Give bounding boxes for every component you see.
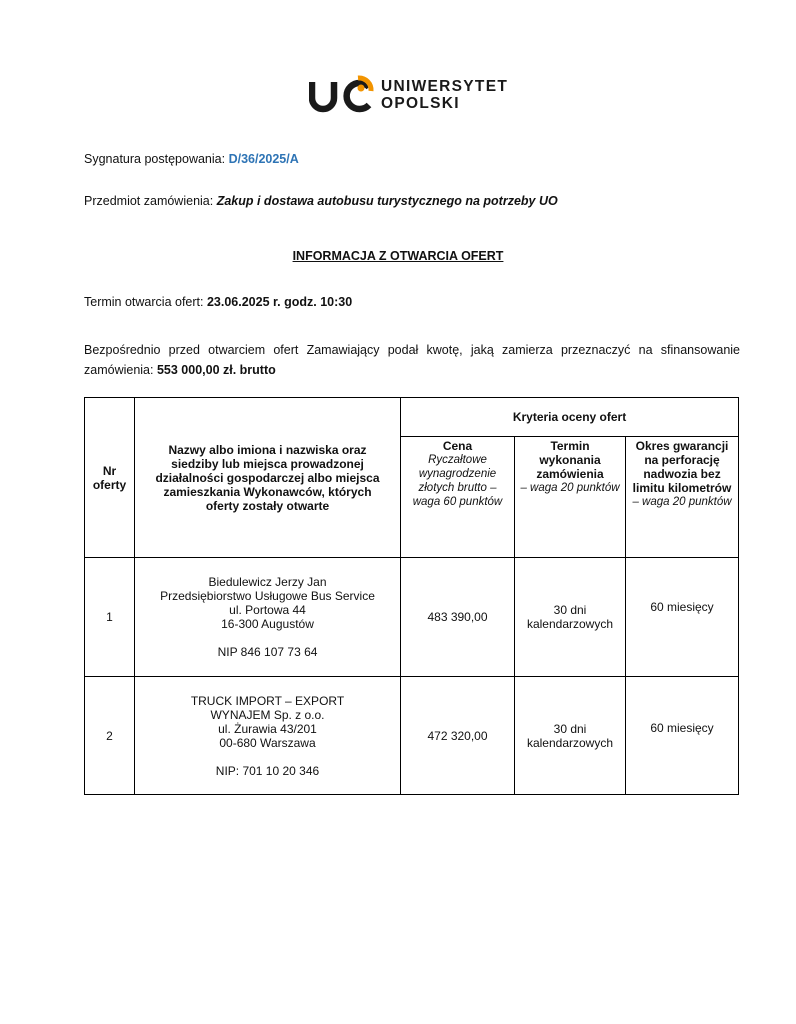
criterion-warranty: Okres gwarancji na perforację nadwozia bez limitu kilometrów – waga 20 punktów: [626, 437, 739, 558]
budget-amount: 553 000,00 zł. brutto: [156, 363, 276, 377]
logo-text: [381, 78, 508, 112]
offer-term: 30 dni kalendarzowych: [515, 677, 626, 795]
uo-logo-mark-icon: [309, 74, 377, 114]
opening-label: Termin otwarcia ofert:: [84, 295, 204, 309]
header-contractor: Nazwy albo imiona i nazwiska oraz siedziby lub miejsca prowadzonej działalności gospodarczej albo miejsca zamieszkania Wykonawców, których oferty zostały otwarte: [135, 398, 401, 558]
budget-text: Bezpośrednio przed otwarciem ofert Zamawiający podał kwotę, jaką zamierza przeznaczyć na sfinansowanie zamówienia:: [84, 343, 740, 377]
budget-paragraph: [84, 340, 740, 380]
offer-nr: 1: [85, 558, 135, 677]
logo-line-2: OPOLSKI: [381, 95, 460, 112]
offer-term: 30 dni kalendarzowych: [515, 558, 626, 677]
offer-price: 472 320,00: [401, 677, 515, 795]
signature-label: Sygnatura postępowania:: [84, 152, 226, 166]
criterion-term: Termin wykonania zamówienia – waga 20 punktów: [515, 437, 626, 558]
offer-contractor: TRUCK IMPORT – EXPORT WYNAJEM Sp. z o.o. ul. Żurawia 43/201 00-680 Warszawa NIP: 701 10 20 346: [135, 677, 401, 795]
table-row: [85, 677, 739, 795]
table-header-row: [85, 398, 739, 437]
subject-value: Zakup i dostawa autobusu turystycznego na potrzeby UO: [216, 194, 558, 208]
header-nr: Nr oferty: [85, 398, 135, 558]
offer-warranty: 60 miesięcy: [626, 677, 739, 795]
offer-warranty: 60 miesięcy: [626, 558, 739, 677]
subject-label: Przedmiot zamówienia:: [84, 194, 214, 208]
document-heading: INFORMACJA Z OTWARCIA OFERT: [292, 249, 504, 263]
subject-line: [84, 193, 558, 209]
signature-value: D/36/2025/A: [228, 152, 299, 166]
university-logo: [309, 74, 514, 114]
offers-table: [84, 397, 739, 795]
offer-nr: 2: [85, 677, 135, 795]
header-criteria: Kryteria oceny ofert: [401, 398, 739, 437]
table-row: [85, 558, 739, 677]
offer-contractor: Biedulewicz Jerzy Jan Przedsiębiorstwo Usługowe Bus Service ul. Portowa 44 16-300 Augustów NIP 846 107 73 64: [135, 558, 401, 677]
opening-line: [84, 294, 352, 310]
criterion-price: Cena Ryczałtowe wynagrodzenie złotych brutto – waga 60 punktów: [401, 437, 515, 558]
signature-line: [84, 151, 299, 167]
offer-price: 483 390,00: [401, 558, 515, 677]
logo-line-1: UNIWERSYTET: [381, 78, 509, 95]
opening-value: 23.06.2025 r. godz. 10:30: [206, 295, 353, 309]
